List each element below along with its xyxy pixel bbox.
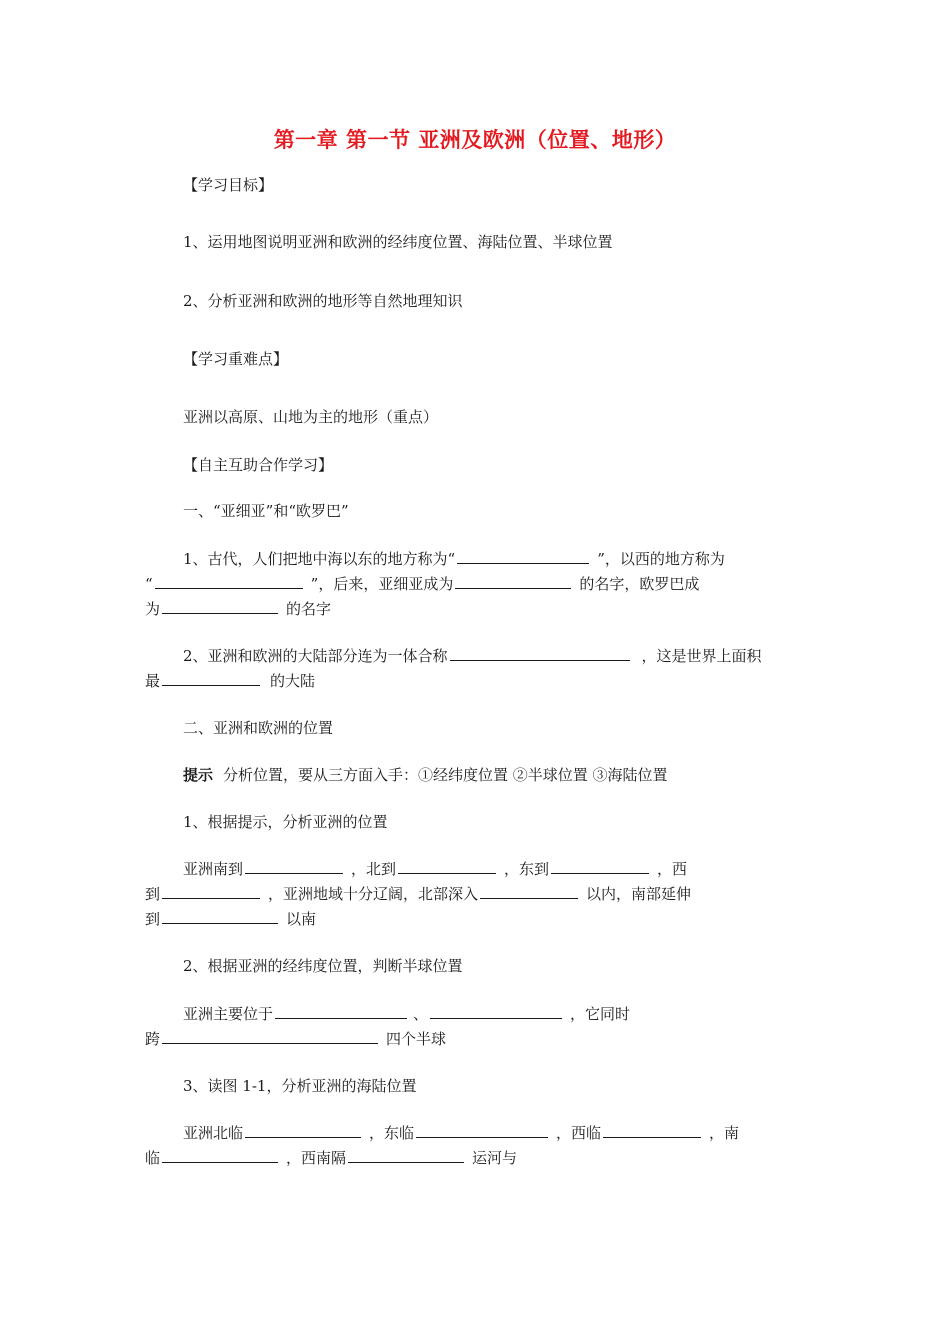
study-heading: 【自主互助合作学习】 xyxy=(183,456,334,474)
answer-blank[interactable] xyxy=(162,670,260,686)
sec2-q2-line2: 跨 四个半球 xyxy=(145,1030,447,1048)
answer-blank[interactable] xyxy=(245,1122,361,1138)
answer-blank[interactable] xyxy=(275,1003,407,1019)
answer-blank[interactable] xyxy=(162,598,278,614)
hint-label: 提示 xyxy=(183,766,214,784)
hint-line: 提示 分析位置，要从三方面入手：①经纬度位置 ②半球位置 ③海陆位置 xyxy=(183,766,668,784)
section2-title: 二、亚洲和欧洲的位置 xyxy=(183,719,334,737)
answer-blank[interactable] xyxy=(457,548,589,564)
sec1-q1-line2: “ ”，后来，亚细亚成为 的名字，欧罗巴成 xyxy=(145,575,700,593)
answer-blank[interactable] xyxy=(603,1122,701,1138)
sec2-q3-line1: 亚洲北临 ，东临 ，西临 ，南 xyxy=(183,1124,740,1142)
goal-item-1: 1、运用地图说明亚洲和欧洲的经纬度位置、海陆位置、半球位置 xyxy=(183,233,613,251)
answer-blank[interactable] xyxy=(480,883,578,899)
sec1-q1-line3: 为 的名字 xyxy=(145,600,332,618)
sec2-q1-title: 1、根据提示，分析亚洲的位置 xyxy=(183,813,388,831)
page-title: 第一章 第一节 亚洲及欧洲（位置、地形） xyxy=(273,128,677,152)
sec2-q3-line2: 临 ，西南隔 运河与 xyxy=(145,1149,518,1167)
sec2-q1-line3: 到 以南 xyxy=(145,910,317,928)
sec2-q1-line1: 亚洲南到 ，北到 ，东到 ，西 xyxy=(183,860,688,878)
answer-blank[interactable] xyxy=(162,883,260,899)
answer-blank[interactable] xyxy=(455,573,571,589)
answer-blank[interactable] xyxy=(162,1028,378,1044)
sec2-q2-title: 2、根据亚洲的经纬度位置，判断半球位置 xyxy=(183,957,463,975)
answer-blank[interactable] xyxy=(430,1003,562,1019)
answer-blank[interactable] xyxy=(162,908,278,924)
answer-blank[interactable] xyxy=(162,1147,278,1163)
sec2-q1-line2: 到 ，亚洲地域十分辽阔，北部深入 以内，南部延伸 xyxy=(145,885,692,903)
sec2-q3-title: 3、读图 1-1，分析亚洲的海陆位置 xyxy=(183,1077,417,1095)
answer-blank[interactable] xyxy=(551,858,649,874)
sec1-q1-line1: 1、古代，人们把地中海以东的地方称为“ ”，以西的地方称为 xyxy=(183,550,725,568)
goals-heading: 【学习目标】 xyxy=(183,176,274,194)
answer-blank[interactable] xyxy=(348,1147,464,1163)
answer-blank[interactable] xyxy=(450,645,630,661)
sec1-q2-line2: 最 的大陆 xyxy=(145,672,316,690)
answer-blank[interactable] xyxy=(155,573,303,589)
sec2-q2-line1: 亚洲主要位于 、 ，它同时 xyxy=(183,1005,631,1023)
section1-title: 一、“亚细亚”和“欧罗巴” xyxy=(183,502,349,520)
sec1-q2-line1: 2、亚洲和欧洲的大陆部分连为一体合称 ，这是世界上面积 xyxy=(183,647,762,665)
key-text: 亚洲以高原、山地为主的地形（重点） xyxy=(183,408,439,426)
answer-blank[interactable] xyxy=(416,1122,548,1138)
answer-blank[interactable] xyxy=(398,858,496,874)
key-heading: 【学习重难点】 xyxy=(183,350,289,368)
answer-blank[interactable] xyxy=(245,858,343,874)
goal-item-2: 2、分析亚洲和欧洲的地形等自然地理知识 xyxy=(183,292,463,310)
